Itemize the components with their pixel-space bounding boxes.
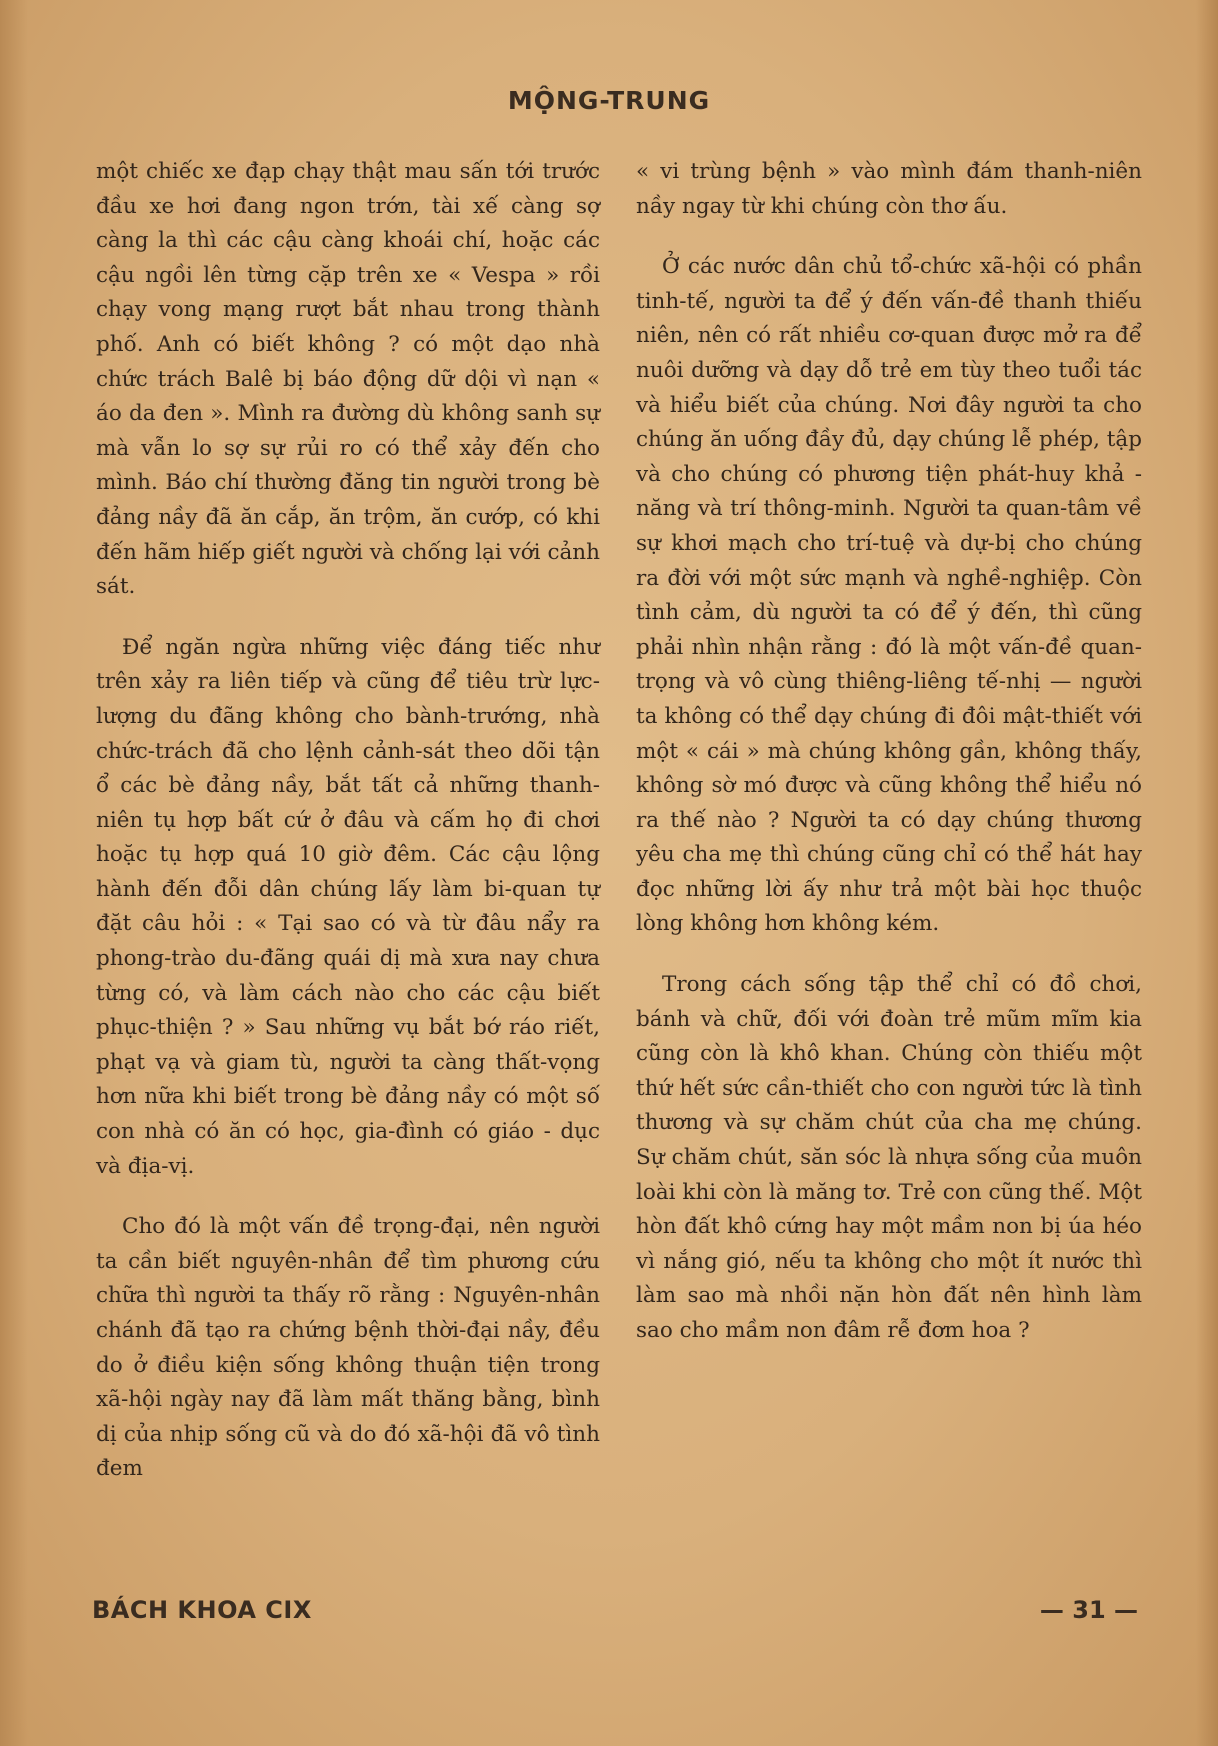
footer-page-number: — 31 — — [1039, 1596, 1138, 1624]
right-column — [636, 155, 1142, 1349]
right-paragraph-3: Trong cách sống tập thể chỉ có đồ chơi, bánh và chữ, đối với đoàn trẻ mũm mĩm kia cũng còn là khô khan. Chúng còn thiếu một thứ hết sức cần-thiết cho con người tức là tình thương và sự chăm chút của cha mẹ chúng. Sự chăm chút, săn sóc là nhựa sống của muôn loài khi còn là măng tơ. Trẻ con cũng thế. Một hòn đất khô cứng hay một mầm non bị úa héo vì nắng gió, nếu ta không cho một ít nước thì làm sao mà nhồi nặn hòn đất nên hình làm sao cho mầm non đâm rễ đơm hoa ? — [636, 972, 1142, 1343]
right-paragraph-1: « vi trùng bệnh » vào mình đám thanh-niên nầy ngay từ khi chúng còn thơ ấu. — [636, 159, 1142, 219]
running-head-title: MỘNG-TRUNG — [507, 86, 711, 115]
footer-publication: BÁCH KHOA CIX — [92, 1596, 312, 1624]
right-paragraph-2: Ở các nước dân chủ tổ-chức xã-hội có phần tinh-tế, người ta để ý đến vấn-đề thanh thiếu niên, nên có rất nhiều cơ-quan được mở ra để nuôi dưỡng và dạy dỗ trẻ em tùy theo tuổi tác và hiểu biết của chúng. Nơi đây người ta cho chúng ăn uống đầy đủ, dạy chúng lễ phép, tập và cho chúng có phương tiện phát-huy khả - năng và trí thông-minh. Người ta quan-tâm về sự khơi mạch cho trí-tuệ và dự-bị cho chúng ra đời với một sức mạnh và nghề-nghiệp. Còn tình cảm, dù người ta có để ý đến, thì cũng phải nhìn nhận rằng : đó là một vấn-đề quan-trọng và vô cùng thiêng-liêng tế-nhị — người ta không có thể dạy chúng đi đôi mật-thiết với một « cái » mà chúng không gần, không thấy, không sờ mó được và cũng không thể hiểu nó ra thế nào ? Người ta có dạy chúng thương yêu cha mẹ thì chúng cũng chỉ có thể hát hay đọc những lời ấy như trả một bài học thuộc lòng không hơn không kém. — [636, 254, 1142, 937]
left-paragraph-3: Cho đó là một vấn đề trọng-đại, nên người ta cần biết nguyên-nhân để tìm phương cứu chữa thì người ta thấy rõ rằng : Nguyên-nhân chánh đã tạo ra chứng bệnh thời-đại nầy, đều do ở điều kiện sống không thuận tiện trong xã-hội ngày nay đã làm mất thăng bằng, bình dị của nhịp sống cũ và do đó xã-hội đã vô tình đem — [96, 1214, 600, 1482]
left-paragraph-2: Để ngăn ngừa những việc đáng tiếc như trên xảy ra liên tiếp và cũng để tiêu trừ lực-lượng du đãng không cho bành-trướng, nhà chức-trách đã cho lệnh cảnh-sát theo dõi tận ổ các bè đảng nầy, bắt tất cả những thanh-niên tụ hợp bất cứ ở đâu và cấm họ đi chơi hoặc tụ hợp quá 10 giờ đêm. Các cậu lộng hành đến đỗi dân chúng lấy làm bi-quan tự đặt câu hỏi : « Tại sao có và từ đâu nẩy ra phong-trào du-đãng quái dị mà xưa nay chưa từng có, và làm cách nào cho các cậu biết phục-thiện ? » Sau những vụ bắt bớ ráo riết, phạt vạ và giam tù, người ta càng thất-vọng hơn nữa khi biết trong bè đảng nầy có một số con nhà có ăn có học, gia-đình có giáo - dục và địa-vị. — [96, 634, 600, 1179]
left-column — [96, 155, 600, 1487]
left-paragraph-1: một chiếc xe đạp chạy thật mau sấn tới trước đầu xe hơi đang ngon trớn, tài xế càng sợ càng la thì các cậu càng khoái chí, hoặc các cậu ngồi lên từng cặp trên xe « Vespa » rồi chạy vong mạng rượt bắt nhau trong thành phố. Anh có biết không ? có một dạo nhà chức trách Balê bị báo động dữ dội vì nạn « áo da đen ». Mình ra đường dù không sanh sự mà vẫn lo sợ sự rủi ro có thể xảy đến cho mình. Báo chí thường đăng tin người trong bè đảng nầy đã ăn cắp, ăn trộm, ăn cướp, có khi đến hãm hiếp giết người và chống lại với cảnh sát. — [96, 159, 600, 600]
